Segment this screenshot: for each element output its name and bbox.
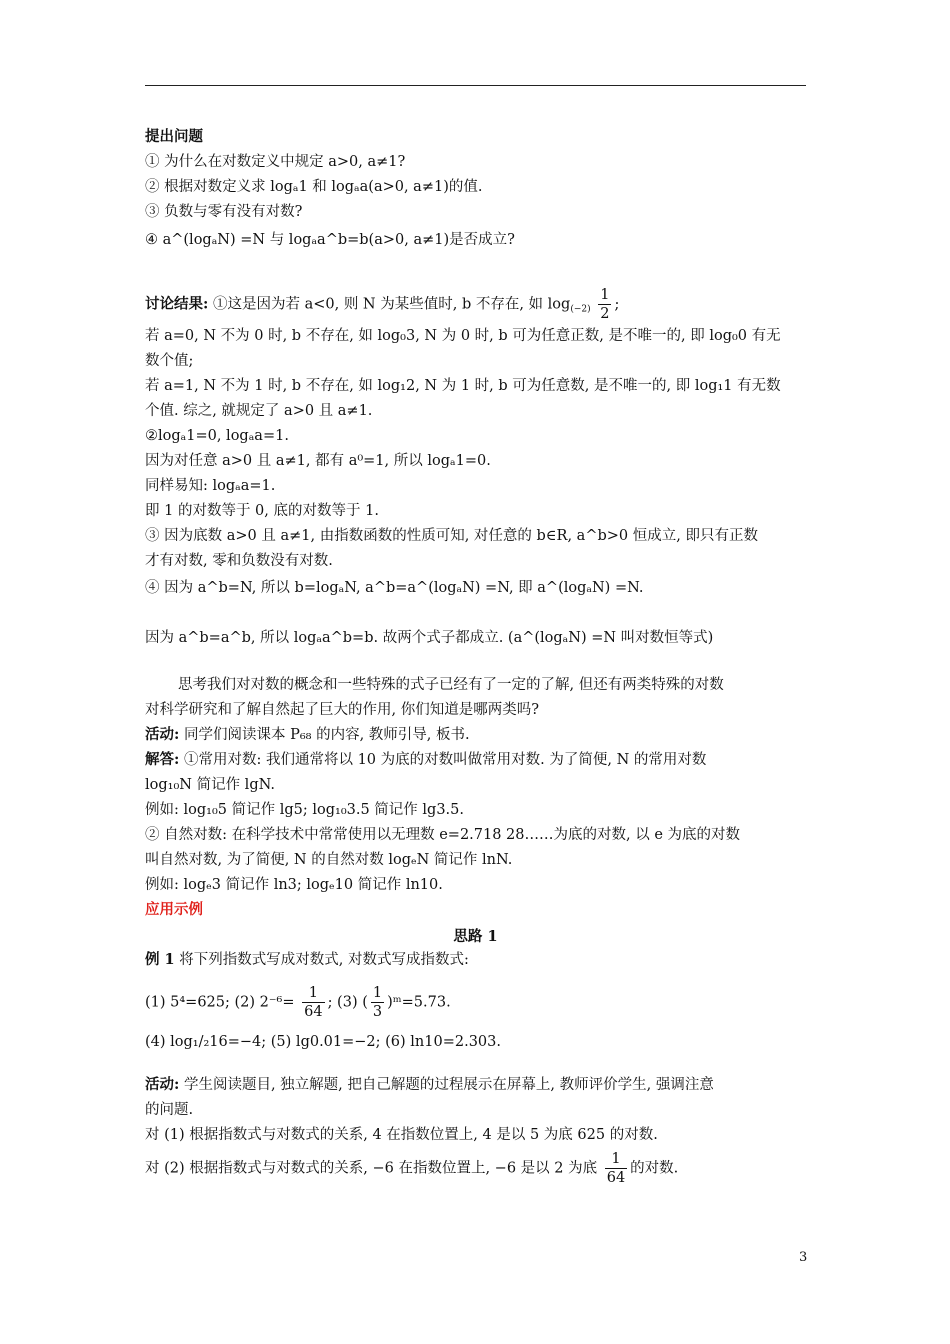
activity-2-line-4 [145, 1150, 678, 1187]
discussion-line-2: 若 a=0, N 不为 0 时, b 不存在, 如 log₀3, N 为 0 时, b 可为任意正数, 是不唯一的, 即 log₀0 有无 [145, 328, 781, 344]
frac-num: 1 [302, 984, 324, 1003]
answer-text: ①常用对数: 我们通常将以 10 为底的对数叫做常用对数. 为了简便, N 的常用对数 [183, 752, 707, 768]
discussion-line-10: ③ 因为底数 a>0 且 a≠1, 由指数函数的性质可知, 对任意的 b∈R, a^b>0 恒成立, 即只有正数 [145, 528, 758, 544]
fraction-1-64-b [605, 1150, 627, 1187]
discussion-tail: ; [614, 296, 620, 313]
discussion-line-13: 因为 a^b=a^b, 所以 logₐa^b=b. 故两个式子都成立. (a^(logₐN) =N 叫对数恒等式) [145, 630, 714, 646]
frac-den: 64 [606, 1170, 626, 1186]
frac-num: 1 [605, 1150, 627, 1169]
fraction-1-64 [302, 984, 324, 1021]
discussion-line-11: 才有对数, 零和负数没有对数. [145, 553, 333, 569]
discussion-text-1: ①这是因为若 a<0, 则 N 为某些值时, b 不存在, 如 log [212, 296, 571, 313]
app-title: 应用示例 [145, 901, 203, 918]
discussion-line-4: 若 a=1, N 不为 1 时, b 不存在, 如 log₁2, N 为 1 时, b 可为任意数, 是不唯一的, 即 log₁1 有无数 [145, 378, 781, 394]
part-1-text: (1) 5⁴=625; (2) 2⁻⁶= [145, 994, 295, 1011]
activity-2-line-2: 的问题. [145, 1102, 194, 1118]
answer-line-2: log₁₀N 简记作 lgN. [145, 777, 275, 793]
answer-line-1 [145, 750, 706, 770]
discussion-label: 讨论结果: [145, 295, 209, 313]
think-line-2: 对科学研究和了解自然起了巨大的作用, 你们知道是哪两类吗? [145, 702, 539, 718]
activity-text: 同学们阅读课本 P₆₈ 的内容, 教师引导, 板书. [183, 727, 470, 743]
log-base-sub: (−2) [570, 304, 591, 315]
activity-2-text-4: 对 (2) 根据指数式与对数式的关系, −6 在指数位置上, −6 是以 2 为底 [145, 1160, 598, 1177]
frac-num: 1 [372, 985, 383, 1001]
answer-line-6: 例如: logₑ3 简记作 ln3; logₑ10 简记作 ln10. [145, 877, 443, 893]
activity-2-line-1 [145, 1075, 714, 1095]
discussion-line-3: 数个值; [145, 353, 194, 369]
activity-2-tail: 的对数. [630, 1160, 679, 1177]
frac-num: 1 [600, 287, 610, 303]
discussion-line-12: ④ 因为 a^b=N, 所以 b=logₐN, a^b=a^(logₐN) =N, 即 a^(logₐN) =N. [145, 580, 644, 596]
frac-den: 2 [600, 306, 610, 322]
think-line-1: 思考我们对对数的概念和一些特殊的式子已经有了一定的了解, 但还有两类特殊的对数 [178, 677, 724, 693]
example-text: 将下列指数式写成对数式, 对数式写成指数式: [179, 952, 469, 968]
fraction-1-3 [371, 984, 384, 1021]
part-1-tail: )ᵐ=5.73. [387, 994, 451, 1011]
frac-den: 3 [372, 1004, 383, 1020]
question-1: ① 为什么在对数定义中规定 a>0, a≠1? [145, 154, 406, 170]
answer-label: 解答: [145, 751, 180, 768]
answer-line-4: ② 自然对数: 在科学技术中常常使用以无理数 e=2.718 28……为底的对数, 以 e 为底的对数 [145, 827, 741, 843]
example-label: 例 1 [145, 951, 175, 968]
part-1-mid: ; (3) ( [327, 994, 368, 1011]
activity-1 [145, 725, 470, 745]
example-parts-1 [145, 984, 451, 1021]
discussion-line-8: 同样易知: logₐa=1. [145, 478, 276, 494]
discussion-line-9: 即 1 的对数等于 0, 底的对数等于 1. [145, 503, 379, 519]
question-3: ③ 负数与零有没有对数? [145, 204, 303, 220]
example-parts-2: (4) log₁/₂16=−4; (5) lg0.01=−2; (6) ln10=2.303. [145, 1034, 501, 1050]
activity-2-label: 活动: [145, 1076, 180, 1093]
answer-line-3: 例如: log₁₀5 简记作 lg5; log₁₀3.5 简记作 lg3.5. [145, 802, 464, 818]
question-4: ④ a^(logₐN) =N 与 logₐa^b=b(a>0, a≠1)是否成立? [145, 232, 515, 248]
discussion-line-7: 因为对任意 a>0 且 a≠1, 都有 a⁰=1, 所以 logₐ1=0. [145, 453, 491, 469]
frac-den: 64 [304, 1004, 323, 1020]
question-2: ② 根据对数定义求 logₐ1 和 logₐa(a>0, a≠1)的值. [145, 179, 483, 195]
activity-2-text: 学生阅读题目, 独立解题, 把自己解题的过程展示在屏幕上, 教师评价学生, 强调注意 [183, 1077, 714, 1093]
activity-2-line-3: 对 (1) 根据指数式与对数式的关系, 4 在指数位置上, 4 是以 5 为底 625 的对数. [145, 1127, 658, 1143]
page-number: 3 [799, 1250, 808, 1265]
discussion-line-1 [145, 286, 619, 323]
header-rule [145, 85, 806, 86]
fraction-half [598, 286, 611, 323]
answer-line-5: 叫自然对数, 为了简便, N 的自然对数 logₑN 简记作 lnN. [145, 852, 513, 868]
example-1 [145, 950, 469, 970]
activity-label: 活动: [145, 726, 180, 743]
idea-heading: 思路 1 [453, 928, 498, 945]
section-title: 提出问题 [145, 128, 203, 145]
discussion-line-6: ②logₐ1=0, logₐa=1. [145, 428, 289, 444]
discussion-line-5: 个值. 综之, 就规定了 a>0 且 a≠1. [145, 403, 373, 419]
